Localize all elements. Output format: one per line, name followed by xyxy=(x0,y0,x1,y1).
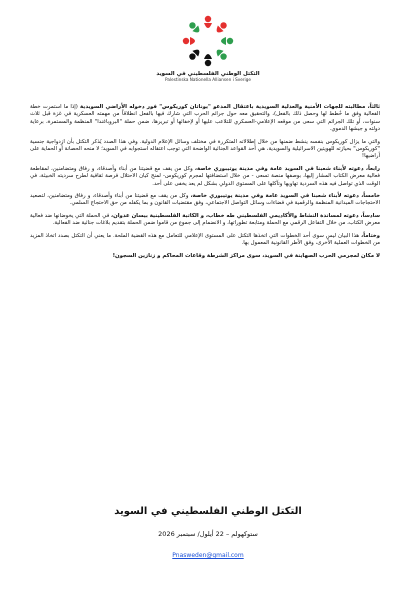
footer-date-line: ستوكهولم – 22 أيلول/ سبتمبر 2026 xyxy=(158,530,258,538)
statement-body xyxy=(30,104,380,265)
paragraph-sixth xyxy=(30,213,380,228)
logo-swedish-name: Palestinska Nationella Alliansen i Sverige xyxy=(165,77,251,82)
paragraph-text: وكل من يقف مع قضيتنا من أبناء وأصدقاء، و رفاق ومتضامنين، لتصعيد الاحتجاجات الميدانية المنظمة والرقمية في فضاءات وسائل التواصل الاجتماعي، وفق مقتضيات القانون و بما يكفله من حق الاحتجاج السلمي. xyxy=(30,193,380,207)
paragraph-third xyxy=(30,104,380,134)
paragraph-lead: ثالثاً، مطالبته للجهات الأمنية والعدلية السويدية باعتقال المدعو "يوناتان كوريكوس" فور دخوله الأراضي السويدية xyxy=(80,104,381,110)
paragraph-slogan xyxy=(30,253,380,260)
paragraph-text: والتي ما يزال كوريكوس بنفسه ينشط ضمنها من خلال إطلالاته المتكررة في مختلف وسائل الإعلام الدولية. وفي هذا الصدد يُذكر التكتل بأن ازدواجية جنسية "كوريكوس" بحيازته للهويتين الاسرائيلية والسويدية، هي أحد القواعد الجنائية الواضحة التي توجب اعتقاله استجوابه في السويد؛ لا منحه الحصانة أو الحماية على أراضيها! xyxy=(30,138,380,160)
paragraph-fourth xyxy=(30,166,380,188)
paragraph-text: وكل من يقف مع قضيتنا من أبناء وأصدقاء، و رفاق ومتضامنين، لمقاطعة فعالية معرض الكتاب المشار إليها، بوصفها منصة تسعى - من خلال استضافتها لمجرم كوريكوس- لمنح كيان الاحتلال فرصة ثقافية لطرح سرديته الخبيثة، في الوقت الذي تواصل فيه هذه السردية تهاويها وتآكلها على المستوى الدولي بشكل لم يعد يخفى على أحد. xyxy=(30,165,380,187)
alliance-emblem-icon xyxy=(177,12,239,70)
paragraph-lead: لا مكان لمجرمي الحرب الصهاينة في السويد، سوى مراكز الشرطة وقاعات المحاكم و زنازين السجون! xyxy=(112,252,380,259)
paragraph-lead: خامساً، دعوته لأبناء شعبنا في السويد عامة وفي مدينة يوتيبوري خاصة، xyxy=(190,193,380,200)
paragraph-text: هذا البيان ليس سوى أحد الخطوات التي اتخذها التكتل على المستوى الإعلامي للتعامل مع هذه القضية الملحة. ما يعني أن التكتل بصدد اتخاذ المزيد من الخطوات العملية الأخرى، وفق الأطر القانونية المعمول بها. xyxy=(30,232,380,247)
paragraph-dual-citizenship xyxy=(30,139,380,161)
paragraph-conclusion xyxy=(30,233,380,248)
paragraph-fifth xyxy=(30,193,380,208)
paragraph-lead: رابعاً، دعوته لأبناء شعبنا في السويد عامة وفي مدينة يوتيبوري خاصة، xyxy=(194,165,380,172)
footer-organization-name: التكتل الوطني الفلسطيني في السويد xyxy=(114,506,302,517)
paragraph-lead: سادساً، دعوته لمساندة النشاط والأكاديمي الفلسطيني طه خطاب، و الكاتبة الفلسطينية بيسان عدوان، xyxy=(111,212,380,219)
paragraph-text: (إذا ما استمرت خطة الفعالية وفق ما خُطط لها وحصل ذلك بالفعل)، والتحقيق معه حول جرائم الحرب التي شارك فيها بالفعل انطلاقاً من مهمته العسكرية في غزة قبل ثلاث سنوات، أو تلك الجرائم التي سعى من موقعه الإعلامي-العسكري للتلاعب عليها أو لإخفائها أو تبريرها، ضمن حملة "البروباغندا" المنظمة والمستمرة، برعاية دولته و جيشها الدموي. xyxy=(30,104,380,133)
paragraph-text: في الحملة التي يخوضانها ضد فعالية معرض الكتاب، من خلال التفاعل الرقمي مع الحملة ومتابعة تطوراتها، و الانضمام إلى جموع من قاموا ضمن الحملة بتقديم بلاغات جنائية ضد الفعالية. xyxy=(30,212,380,227)
logo-arabic-name: التكتل الوطني الفلسطيني في السويد xyxy=(156,71,260,77)
paragraph-lead: وختاماً، xyxy=(361,232,381,239)
footer-email-link[interactable]: Pnasweden@gmail.com xyxy=(172,552,244,559)
organization-logo xyxy=(156,12,260,82)
